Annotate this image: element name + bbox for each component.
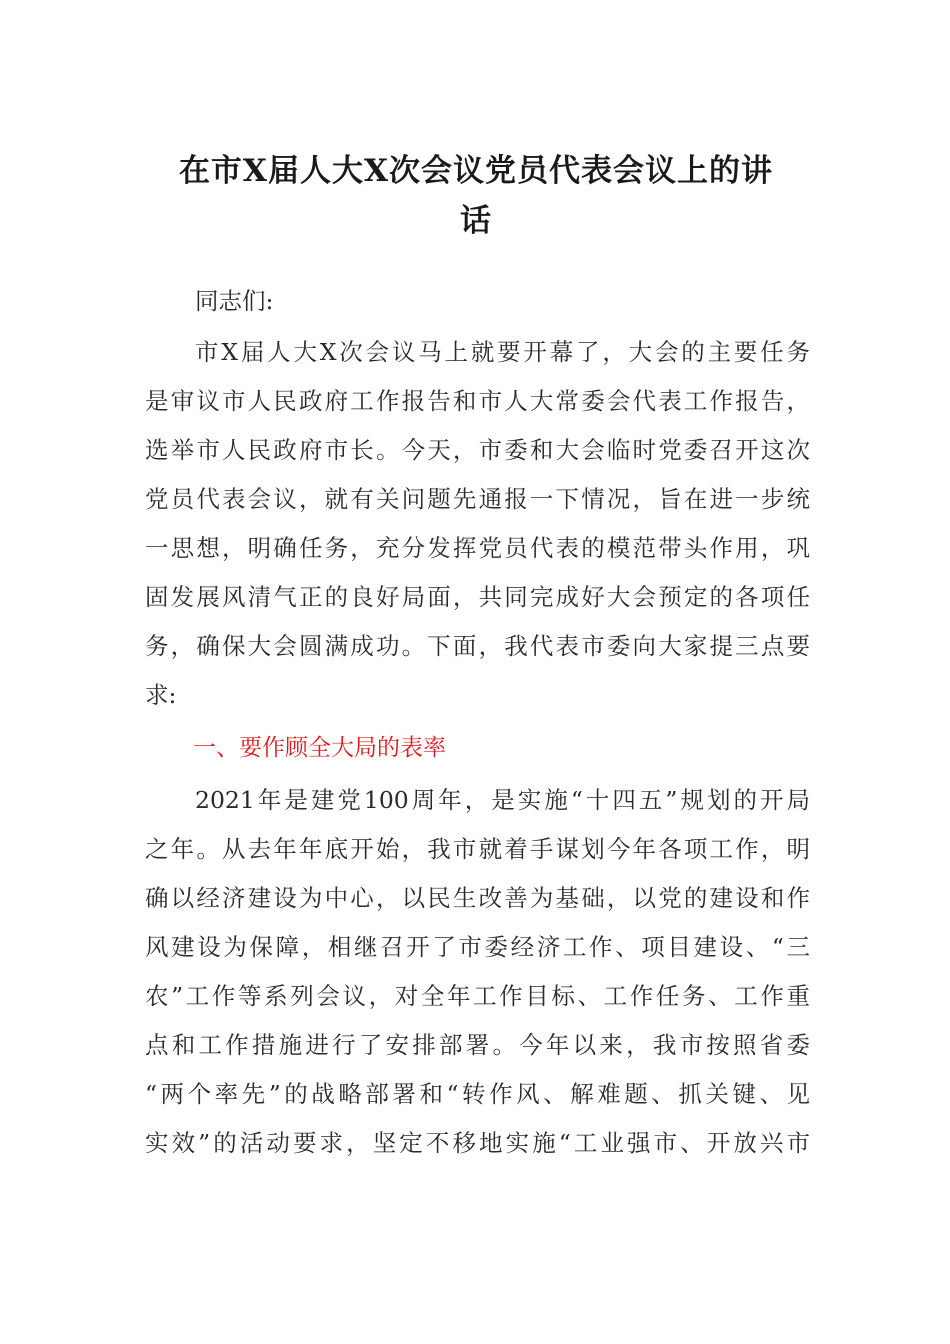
title-line: 话 <box>460 203 492 239</box>
paragraph-intro <box>145 328 810 720</box>
paragraph-line: 固发展风清气正的良好局面，共同完成好大会预定的各项任 <box>145 583 810 611</box>
salutation-block <box>145 277 810 326</box>
section-heading: 一、要作顾全大局的表率 <box>193 735 446 761</box>
title-line: 在市X届人大X次会议党员代表会议上的讲 <box>178 153 774 189</box>
paragraph-line: “两个率先”的战略部署和“转作风、解难题、抓关键、见 <box>145 1080 810 1108</box>
paragraph-line: 党员代表会议，就有关问题先通报一下情况，旨在进一步统 <box>145 485 810 513</box>
paragraph-line: 2021年是建党100周年，是实施“十四五”规划的开局 <box>195 786 810 814</box>
paragraph-line: 市X届人大X次会议马上就要开幕了，大会的主要任务 <box>195 338 810 366</box>
paragraph-line: 风建设为保障，相继召开了市委经济工作、项目建设、“三 <box>145 933 810 961</box>
paragraph-line: 农”工作等系列会议，对全年工作目标、工作任务、工作重 <box>145 982 810 1010</box>
paragraph-line: 确以经济建设为中心，以民生改善为基础，以党的建设和作 <box>145 884 810 912</box>
paragraph-line: 是审议市人民政府工作报告和市人大常委会代表工作报告， <box>145 387 810 415</box>
paragraph-line: 一思想，明确任务，充分发挥党员代表的模范带头作用，巩 <box>145 534 810 562</box>
paragraph-section-one <box>145 776 810 1168</box>
paragraph-line: 实效”的活动要求，坚定不移地实施“工业强市、开放兴市 <box>145 1129 810 1157</box>
document-title <box>140 146 812 246</box>
paragraph-line: 点和工作措施进行了安排部署。今年以来，我市按照省委 <box>145 1031 810 1059</box>
paragraph-line: 求: <box>145 681 177 709</box>
paragraph-line: 之年。从去年年底开始，我市就着手谋划今年各项工作，明 <box>145 835 810 863</box>
salutation: 同志们: <box>195 287 274 315</box>
paragraph-line: 选举市人民政府市长。今天，市委和大会临时党委召开这次 <box>145 436 810 464</box>
paragraph-line: 务，确保大会圆满成功。下面，我代表市委向大家提三点要 <box>145 632 810 660</box>
